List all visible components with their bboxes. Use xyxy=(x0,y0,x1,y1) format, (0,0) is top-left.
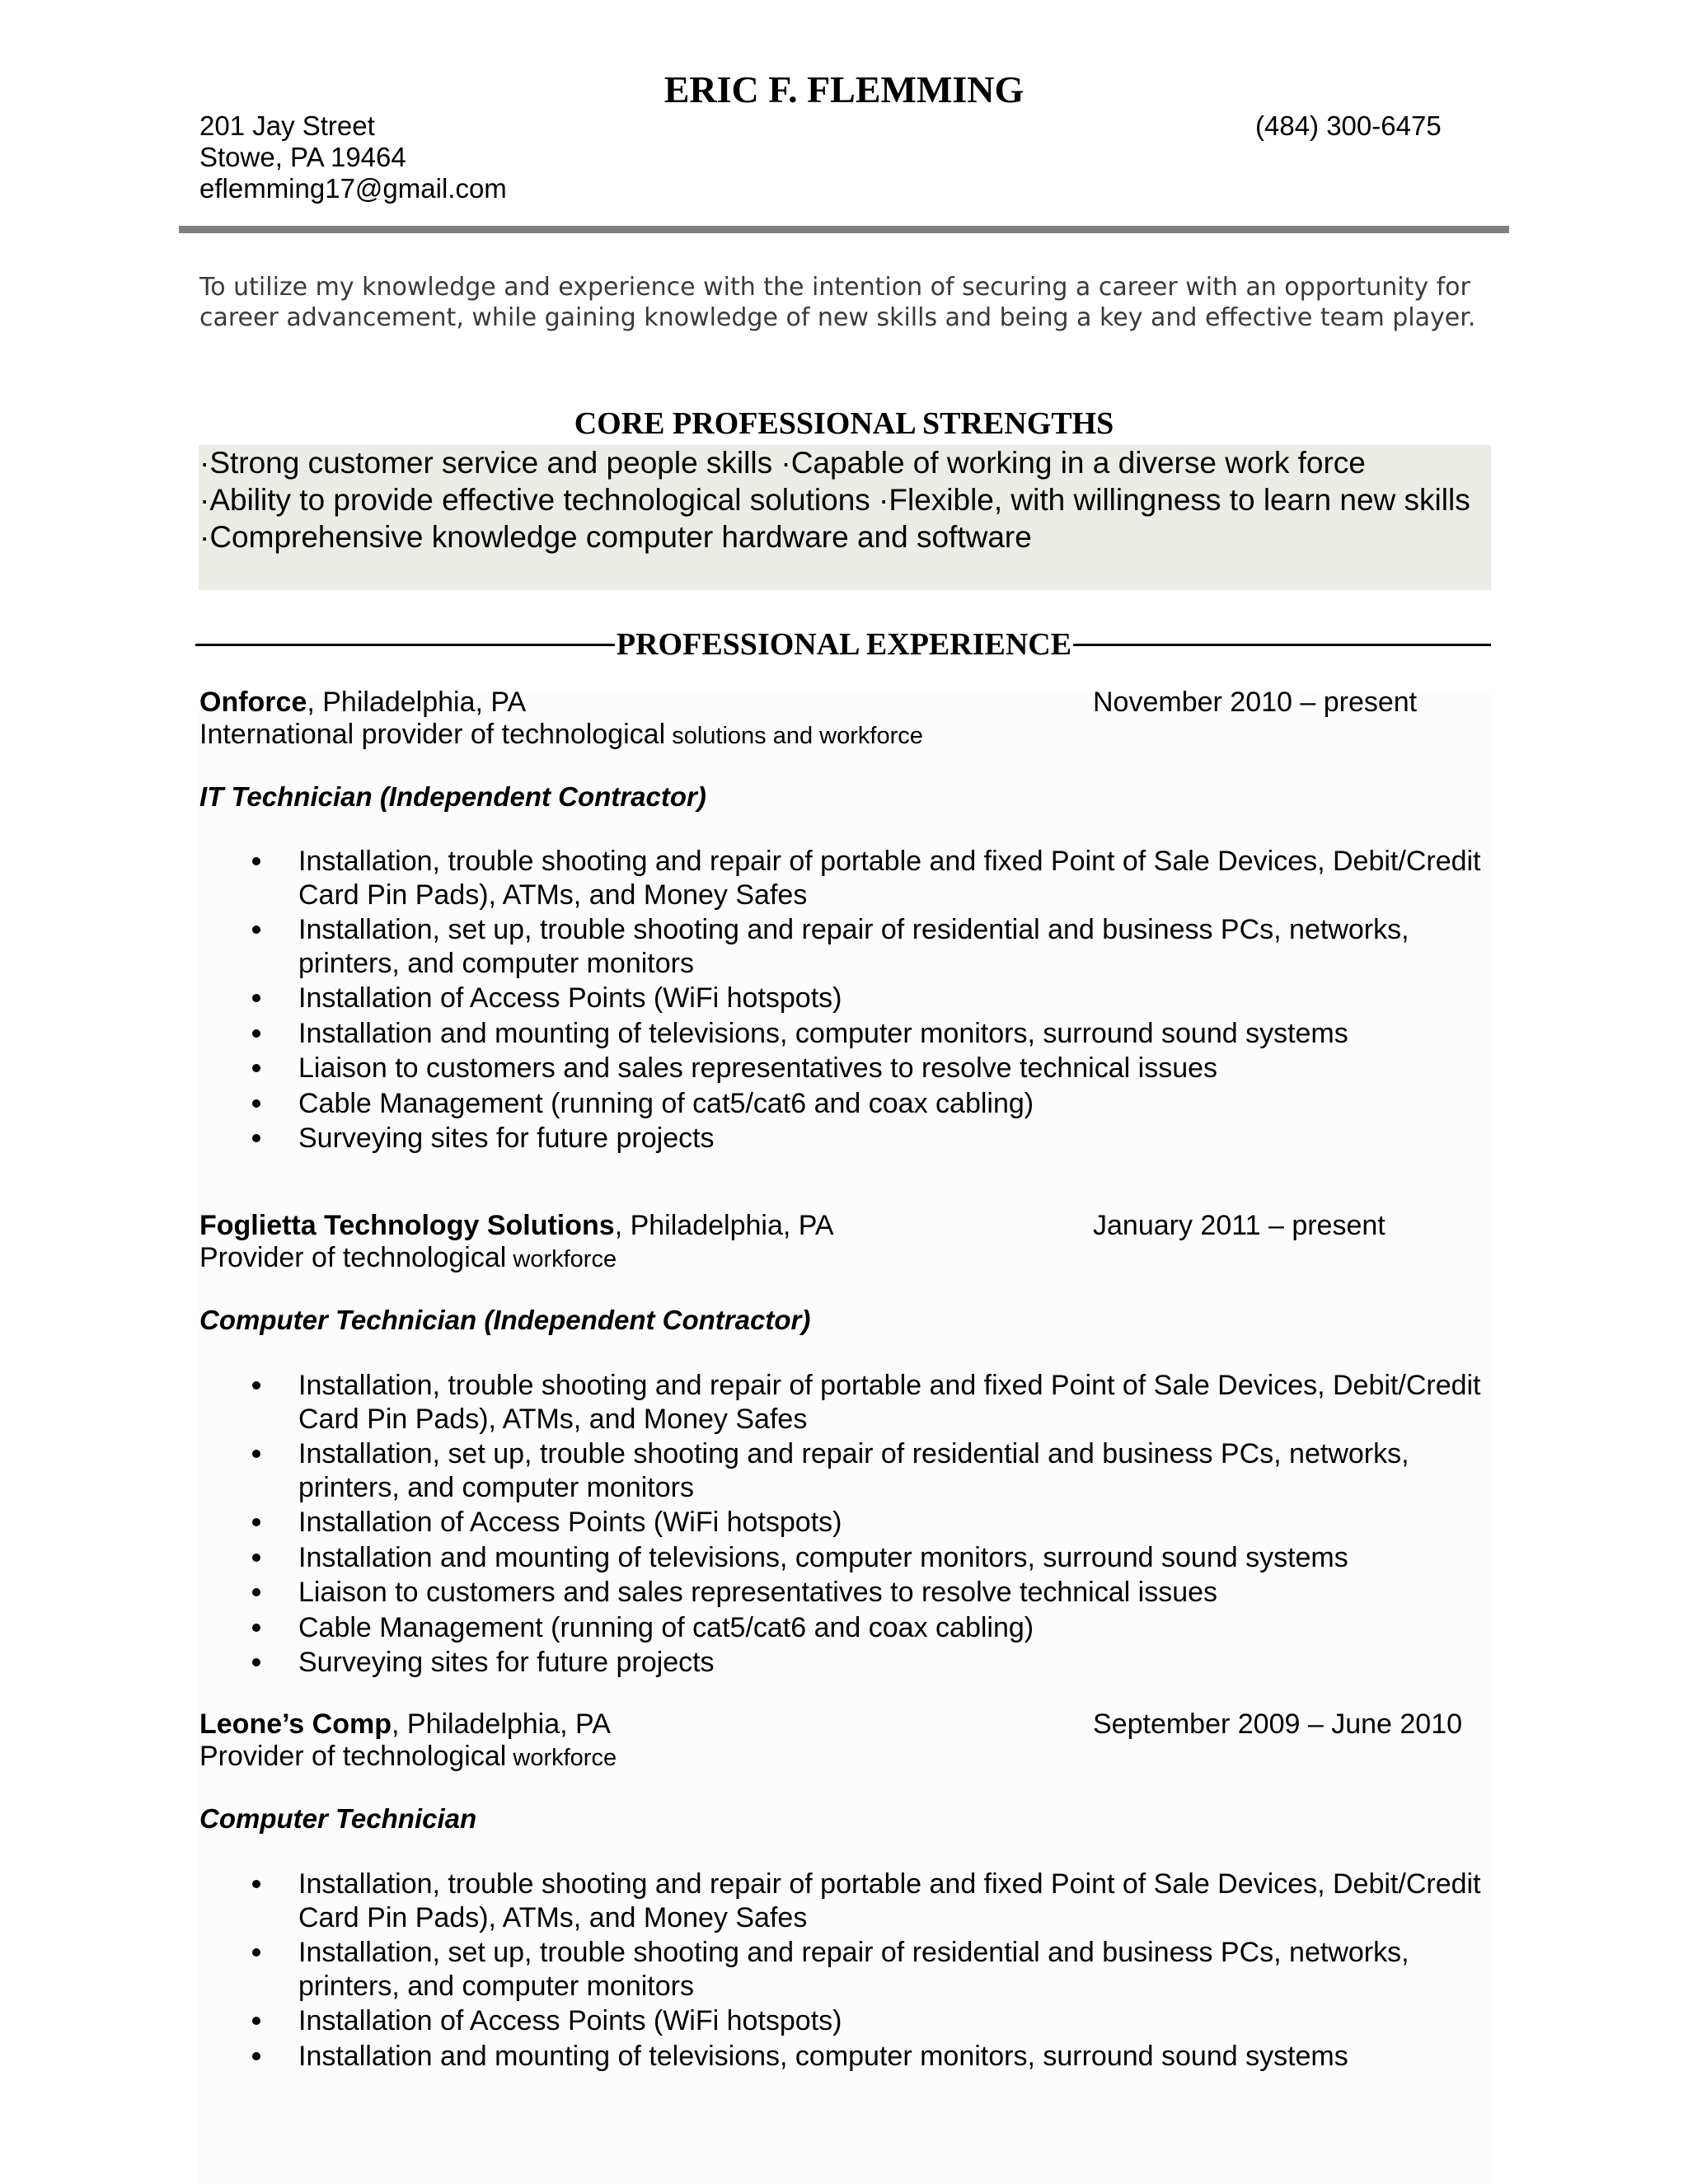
list-item: Liaison to customers and sales representatives to resolve technical issues xyxy=(298,1576,1493,1610)
job-3-bullets xyxy=(298,1868,1493,2074)
job-3-employer xyxy=(199,1708,611,1741)
job-2-employer xyxy=(199,1209,834,1242)
job-1-dates: November 2010 – present xyxy=(1093,687,1418,718)
job-1-bullets xyxy=(298,845,1493,1157)
address-line-2: Stowe, PA 19464 xyxy=(199,142,406,172)
list-item: Cable Management (running of cat5/cat6 and coax cabling) xyxy=(298,1611,1493,1645)
address-line-1: 201 Jay Street xyxy=(199,110,375,141)
list-item: Installation of Access Points (WiFi hotspots) xyxy=(298,1506,1493,1540)
experience-title: PROFESSIONAL EXPERIENCE xyxy=(616,627,1072,662)
list-item: Liaison to customers and sales representatives to resolve technical issues xyxy=(298,1052,1493,1085)
objective-text: To utilize my knowledge and experience with the intention of securing a career with an opportunity for career advancement, while gaining knowledge of new skills and being a key and effective team player. xyxy=(199,273,1476,332)
list-item: Installation of Access Points (WiFi hotspots) xyxy=(298,2004,1493,2038)
strength-line-2: ·Ability to provide effective technological solutions ·Flexible, with willingness to learn new skills xyxy=(199,483,1470,517)
list-item: Installation and mounting of televisions, computer monitors, surround sound systems xyxy=(298,2040,1493,2074)
job-2-dates: January 2011 – present xyxy=(1093,1210,1386,1241)
list-item: Installation and mounting of televisions, computer monitors, surround sound systems xyxy=(298,1017,1493,1051)
strength-line-3: ·Comprehensive knowledge computer hardware and software xyxy=(199,520,1032,554)
list-item: Installation and mounting of televisions, computer monitors, surround sound systems xyxy=(298,1541,1493,1575)
list-item: Surveying sites for future projects xyxy=(298,1122,1493,1155)
job-3-description: Provider of technological workforce xyxy=(199,1741,617,1772)
resume-name: ERIC F. FLEMMING xyxy=(663,68,1025,110)
job-2-description: Provider of technological workforce xyxy=(199,1242,617,1273)
list-item: Installation, set up, trouble shooting and repair of residential and business PCs, networks, printers, and computer monitors xyxy=(298,1437,1493,1504)
list-item: Installation, trouble shooting and repair of portable and fixed Point of Sale Devices, Debit/Credit Card Pin Pads), ATMs, and Money Safes xyxy=(298,1369,1493,1436)
job-3-company: Leone’s Comp xyxy=(199,1708,392,1740)
job-2-bullets xyxy=(298,1369,1493,1681)
job-2-role: Computer Technician (Independent Contractor) xyxy=(199,1305,811,1335)
job-3-dates: September 2009 – June 2010 xyxy=(1093,1708,1463,1740)
list-item: Cable Management (running of cat5/cat6 and coax cabling) xyxy=(298,1087,1493,1121)
strengths-title: CORE PROFESSIONAL STRENGTHS xyxy=(574,406,1114,441)
job-3-location: , Philadelphia, PA xyxy=(392,1708,611,1740)
job-3-role: Computer Technician xyxy=(199,1803,477,1834)
list-item: Installation, set up, trouble shooting and repair of residential and business PCs, networks, printers, and computer monitors xyxy=(298,1936,1493,2003)
job-1-location: , Philadelphia, PA xyxy=(307,687,527,718)
list-item: Installation, set up, trouble shooting and repair of residential and business PCs, networks, printers, and computer monitors xyxy=(298,913,1493,980)
job-1-description: International provider of technological solutions and workforce xyxy=(199,719,923,750)
phone: (484) 300-6475 xyxy=(1255,110,1442,141)
job-1-company: Onforce xyxy=(199,687,307,718)
job-1-employer xyxy=(199,686,526,719)
job-2-location: , Philadelphia, PA xyxy=(614,1210,834,1241)
job-2-company: Foglietta Technology Solutions xyxy=(199,1210,615,1241)
list-item: Installation, trouble shooting and repair of portable and fixed Point of Sale Devices, Debit/Credit Card Pin Pads), ATMs, and Money Safes xyxy=(298,845,1493,912)
strength-line-1: ·Strong customer service and people skills ·Capable of working in a diverse work force xyxy=(199,446,1366,480)
list-item: Installation, trouble shooting and repair of portable and fixed Point of Sale Devices, Debit/Credit Card Pin Pads), ATMs, and Money Safes xyxy=(298,1868,1493,1934)
job-1-role: IT Technician (Independent Contractor) xyxy=(199,781,706,812)
list-item: Installation of Access Points (WiFi hotspots) xyxy=(298,982,1493,1015)
list-item: Surveying sites for future projects xyxy=(298,1646,1493,1680)
header-divider xyxy=(179,226,1509,233)
email: eflemming17@gmail.com xyxy=(199,173,507,204)
